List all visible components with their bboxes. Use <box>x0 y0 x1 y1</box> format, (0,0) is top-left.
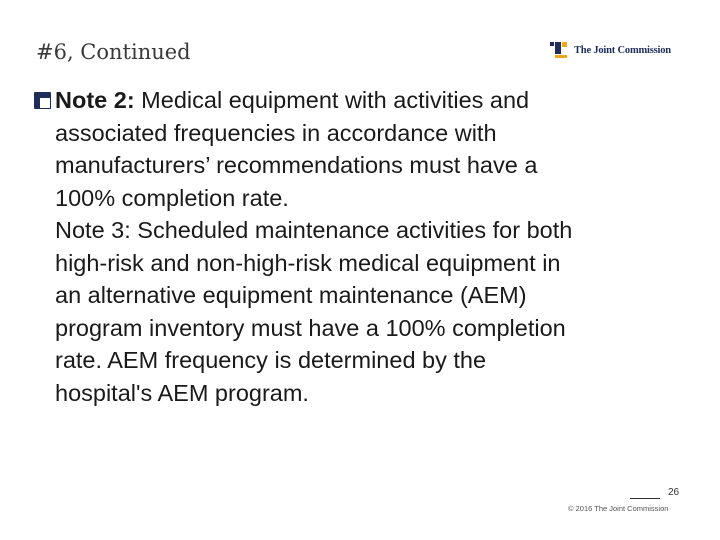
page-number: 26 <box>668 487 680 498</box>
slide-title: #6, Continued <box>36 40 191 64</box>
note-3-line: an alternative equipment maintenance (AEM) <box>55 282 527 308</box>
logo-text: The Joint Commission <box>574 44 671 56</box>
note-2-line: manufacturers’ recommendations must have a <box>55 152 538 178</box>
note-3-line: rate. AEM frequency is determined by the <box>55 347 487 373</box>
note-3-line: program inventory must have a 100% completion <box>55 314 566 341</box>
note-2-line: associated frequencies in accordance with <box>55 119 497 146</box>
slide-body <box>34 84 684 409</box>
joint-commission-logo-icon <box>550 40 570 60</box>
checkbox-bullet-icon <box>34 92 51 109</box>
copyright-notice: © 2016 The Joint Commission <box>568 504 669 513</box>
page-number-divider <box>630 498 660 499</box>
bullet-item-note-2 <box>34 84 684 117</box>
note-2-line: 100% completion rate. <box>55 184 289 211</box>
joint-commission-logo <box>550 40 671 60</box>
note-3-line: hospital's AEM program. <box>55 379 309 406</box>
note-2-line: Medical equipment with activities and <box>134 87 530 113</box>
note-2-label: Note 2: <box>55 87 135 113</box>
note-3-line: Note 3: Scheduled maintenance activities for both <box>55 217 573 243</box>
note-3-line: high-risk and non-high-risk medical equipment in <box>55 249 561 276</box>
